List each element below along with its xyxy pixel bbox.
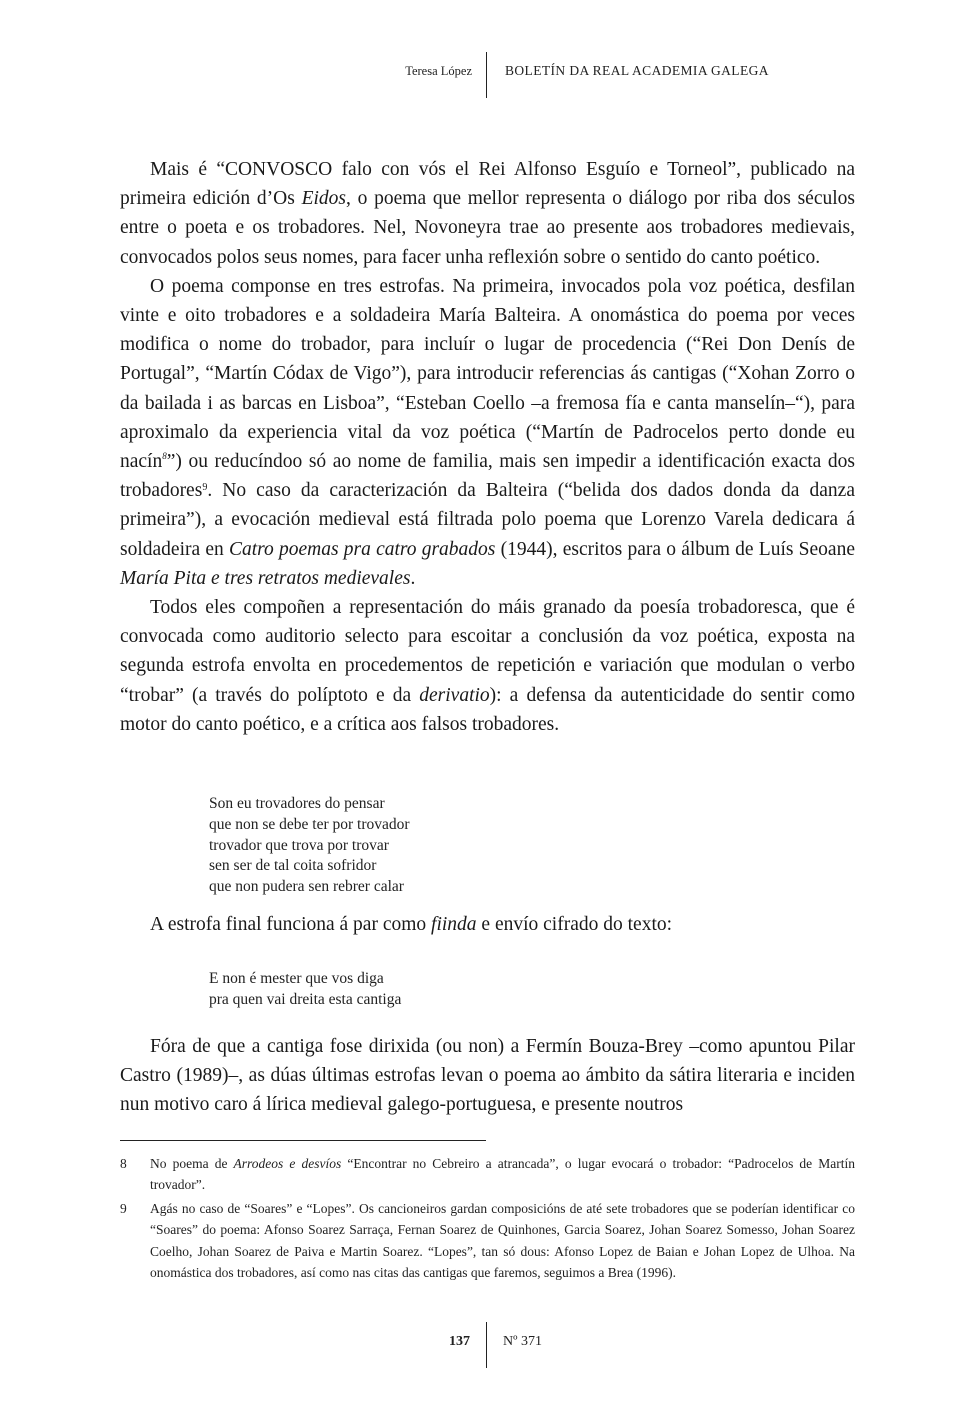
- text-run: ): a defensa da autenticidade do sentir como motor do canto poético, e a crítica aos falsos trobadores.: [120, 684, 855, 735]
- paragraph-3: [120, 593, 855, 739]
- footnote-8: [120, 1153, 855, 1196]
- main-text: [120, 155, 855, 739]
- verse-line: sen ser de tal coita sofridor: [209, 857, 377, 875]
- text-run: (1944), escritos para o álbum de Luís Seoane: [495, 538, 855, 560]
- verse-line: que non pudera sen rebrer calar: [209, 878, 404, 896]
- page-footer: [0, 1322, 975, 1368]
- book-title-italic: Eidos: [301, 188, 347, 210]
- header-divider: [486, 52, 487, 98]
- text-run: Mais é “CONVOSCO falo con vós el Rei Alfonso Esguío e Torneol”, publicado na primeira edición d’Os: [120, 159, 855, 210]
- text-run: O poema componse en tres estrofas. Na primeira, invocados pola voz poética, desfilan vinte e oito trobadores e a soldadeira María Balteira. A onomástica do poema por veces modifica o nome do trobador, para incluír o lugar de procedencia (“Rei Don Denís de Portugal”, “Martín Códax de Vigo”), para introducir referencias ás cantigas (“Xohan Zorro o da bailada i as barcas en Lisboa”, “Esteban Coello –a fremosa fía e canta manselín–“), para aproximalo da experiencia vital da voz poética (“Martín de Padrocelos perto donde eu nacín: [120, 275, 855, 473]
- verse-line: pra quen vai dreita esta cantiga: [209, 990, 402, 1008]
- footnote-number: 9: [120, 1200, 127, 1216]
- footnote-ref-9[interactable]: 9: [202, 482, 208, 494]
- header-author: Teresa López: [405, 64, 472, 78]
- text-run: ”) ou reducíndoo só ao nome de familia, mais sen impedir a identificación exacta dos trobadores: [120, 451, 855, 502]
- book-title-italic: María Pita e tres retratos medievales: [120, 567, 411, 589]
- transition-line: [150, 914, 672, 936]
- header-journal-title: BOLETÍN DA REAL ACADEMIA GALEGA: [505, 63, 769, 78]
- running-header: [0, 52, 975, 98]
- verse-quote-1: [209, 794, 410, 898]
- paragraph-2: [120, 272, 855, 593]
- book-title-italic: Catro poemas pra catro grabados: [228, 538, 496, 560]
- text-run: .: [410, 567, 416, 589]
- page-number: 137: [449, 1334, 470, 1349]
- issue-number: Nº 371: [503, 1334, 542, 1349]
- text-run: Todos eles compoñen a representación do máis granado da poesía trobadoresca, que é convocada como auditorio selecto para escoitar a conclusión da voz poética, exposta na segunda estrofa envolta en procedementos de repetición e variación que modulan o verbo “trobar” (a través do políptoto e da: [120, 597, 855, 706]
- text-run: “Encontrar no Cebreiro a atrancada”, o lugar evocará o trobador: “Padrocelos de Martín trovador”.: [150, 1156, 856, 1193]
- text-run: Agás no caso de “Soares” e “Lopes”. Os cancioneiros gardan composicións de até sete trobadores que se poderían identificar co “Soares” do poema: Afonso Soarez Sarraça, Fernan Soarez de Quinhones, Garcia Soarez, Johan Soarez Somesso, Johan Soarez Coelho, Johan Soarez de Paiva e Martin Soarez. “Lopes”, tan só dous: Afonso Lopez de Baian e Johan Lopez de Ulhoa. Na onomástica dos trobadores, así como nas citas das cantigas que faremos, seguimos a Brea (1996).: [150, 1200, 855, 1281]
- footnote-number: 8: [120, 1156, 127, 1171]
- footnote-divider: [120, 1140, 486, 1141]
- verse-line: que non se debe ter por trovador: [209, 815, 410, 833]
- text-run: . No caso da caracterización da Balteira (“belida dos dados donda da danza primeira”), a evocación medieval está filtrada polo poema que Lorenzo Varela dedicara á soldadeira en: [120, 480, 855, 560]
- verse-quote-2: [209, 969, 401, 1011]
- book-title-italic: Arrodeos e desvíos: [233, 1156, 342, 1171]
- term-italic: fiinda: [431, 914, 477, 935]
- verse-line: Son eu trovadores do pensar: [209, 795, 385, 812]
- paragraph-1: [120, 155, 855, 272]
- verse-line: E non é mester que vos diga: [209, 970, 384, 987]
- text-run: , o poema que mellor representa o diálogo por riba dos séculos entre o poeta e os trobadores. Nel, Novoneyra trae ao presente aos trobadores medievais, convocados polos seus nomes, para facer unha reflexión sobre o sentido do canto poético.: [120, 188, 855, 268]
- footer-divider: [486, 1322, 487, 1368]
- footnote-ref-8[interactable]: 8: [162, 451, 167, 462]
- text-run: No poema de: [150, 1156, 234, 1171]
- text-run: e envío cifrado do texto:: [476, 914, 673, 935]
- footnotes: [120, 1153, 855, 1285]
- verse-line: trovador que trova por trovar: [209, 836, 389, 854]
- footnote-9: [120, 1198, 855, 1284]
- paragraph-4: Fóra de que a cantiga fose dirixida (ou non) a Fermín Bouza-Brey –como apuntou Pilar Castro (1989)–, as dúas últimas estrofas levan o poema ao ámbito da sátira literaria e inciden nun motivo caro á lírica medieval galego-portuguesa, e presente noutros: [120, 1036, 855, 1116]
- term-italic: derivatio: [419, 684, 490, 706]
- text-run: A estrofa final funciona á par como: [150, 914, 432, 935]
